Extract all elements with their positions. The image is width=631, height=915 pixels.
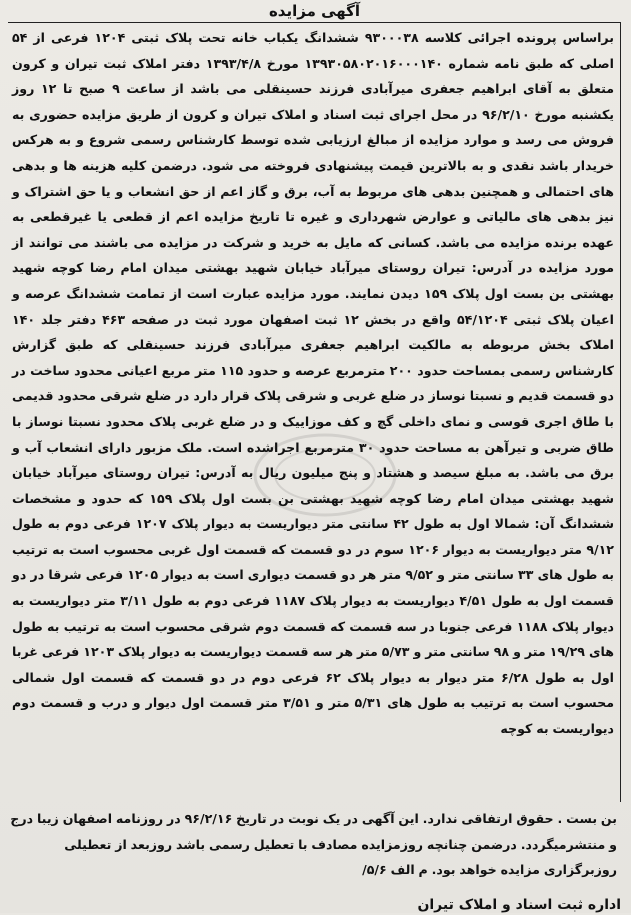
notice-title: آگهی مزایده — [268, 2, 361, 20]
notice-box — [8, 22, 621, 802]
notice-body: براساس پرونده اجرائی کلاسه ۹۳۰۰۰۳۸ ششدانگ یکباب خانه تحت پلاک ثبتی ۱۲۰۴ فرعی از ۵۴ اصلی که طبق نامه شماره ۱۳۹۳۰۵۸۰۲۰۱۶۰۰۰۱۴۰ مورخ ۱۳۹۳/۴/۸ دفتر املاک ثبت تیران و کرون متعلق به آقای ابراهیم جعفری میرآبادی فرزند حسینقلی می باشد از ساعت ۹ صبح تا ۱۲ روز یکشنبه مورخ ۹۶/۲/۱۰ در محل اجرای ثبت اسناد و املاک تیران و کرون از طریق مزایده حضوری به فروش می رسد و موارد مزایده از مبالغ ارزیابی شده توسط کارشناس رسمی شروع و به هرکس خریدار باشد نقدی و به بالاترین قیمت پیشنهادی فروخته می شود. درضمن کلیه هزینه ها و بدهی های احتمالی و همچنین بدهی های مربوط به آب، برق و گاز اعم از حق انشعاب و یا حق اشتراک و نیز بدهی های مالیاتی و عوارض شهرداری و غیره تا تاریخ مزایده اعم از قطعی یا غیرقطعی به عهده برنده مزایده می باشد. کسانی که مایل به خرید و شرکت در مزایده می باشند می توانند از مورد مزایده در آدرس: تیران روستای میرآباد خیابان شهید بهشتی میدان امام رضا کوچه شهید بهشتی بن بست اول پلاک ۱۵۹ دیدن نمایند. مورد مزایده عبارت است از تمامت ششدانگ عرصه و اعیان پلاک ثبتی ۵۴/۱۲۰۴ واقع در بخش ۱۲ ثبت اصفهان مورد ثبت در صفحه ۴۶۳ دفتر جلد ۱۴۰ املاک بخش مربوطه به مالکیت ابراهیم جعفری میرآبادی فرزند حسینقلی که طبق گزارش کارشناس رسمی بمساحت حدود ۲۰۰ مترمربع عرصه و حدود ۱۱۵ متر مربع اعیانی محدود ساخت در دو قسمت قدیم و نسبتا نوساز در ضلع غربی و شرقی پلاک قرار دارد در ضلع شرقی محدود قدیمی با طاق اجری قوسی و نمای داخلی گچ و کف موزاییک و در ضلع غربی پلاک محدود نسبتا نوساز با طاق ضربی و تیرآهن به مساحت حدود ۳۰ مترمربع اجراشده است. ملک مزبور دارای انشعاب آب و برق می باشد. به مبلغ سیصد و هشتاد و پنج میلیون ریال به آدرس: تیران روستای میرآباد خیابان شهید بهشتی میدان امام رضا کوچه شهید بهشتی بن بست اول پلاک ۱۵۹ که حدود و مشخصات ششدانگ آن: شمالا اول به طول ۴۲ سانتی متر دیواریست به دیوار پلاک ۱۲۰۷ فرعی دوم به طول ۹/۱۲ متر دیواریست به دیوار ۱۲۰۶ سوم در دو قسمت که قسمت اول غربی محسوب است به ترتیب به طول های ۳۳ سانتی متر و ۹/۵۲ متر هر دو قسمت دیواری است به دیوار ۱۲۰۵ فرعی شرقا در دو قسمت اول به طول ۴/۵۱ دیواریست به دیوار پلاک ۱۱۸۷ فرعی دوم به طول ۳/۱۱ متر دیواریست به دیوار پلاک ۱۱۸۸ فرعی جنوبا در سه قسمت که قسمت دوم شرقی محسوب است به ترتیب به طول های ۱۹/۲۹ متر و ۹۸ سانتی متر و ۵/۷۳ متر هر سه قسمت دیواریست به دیوار پلاک ۱۲۰۳ فرعی غربا اول به طول ۶/۲۸ متر دیوار به دیوار پلاک ۶۲ فرعی دوم در دو قسمت که قسمت اول شمالی محسوب است به ترتیب به طول های ۵/۳۱ متر و ۳/۵۱ متر قسمت اول دیوار و درب و قسمت دوم دیواریست به کوچه — [12, 30, 615, 737]
notice-signature: اداره ثبت اسناد و املاک تیران — [417, 896, 621, 913]
notice-tail: بن بست . حقوق ارتفاقی ندارد. این آگهی در یک نوبت در تاریخ ۹۶/۲/۱۶ در روزنامه اصفهان زیبا درج و منتشرمیگردد. درضمن چنانچه روزمزایده مصادف با تعطیل رسمی باشد روزبعد از تعطیلی روزبرگزاری مزایده خواهد بود. م الف ۵/۶/ — [10, 811, 617, 878]
